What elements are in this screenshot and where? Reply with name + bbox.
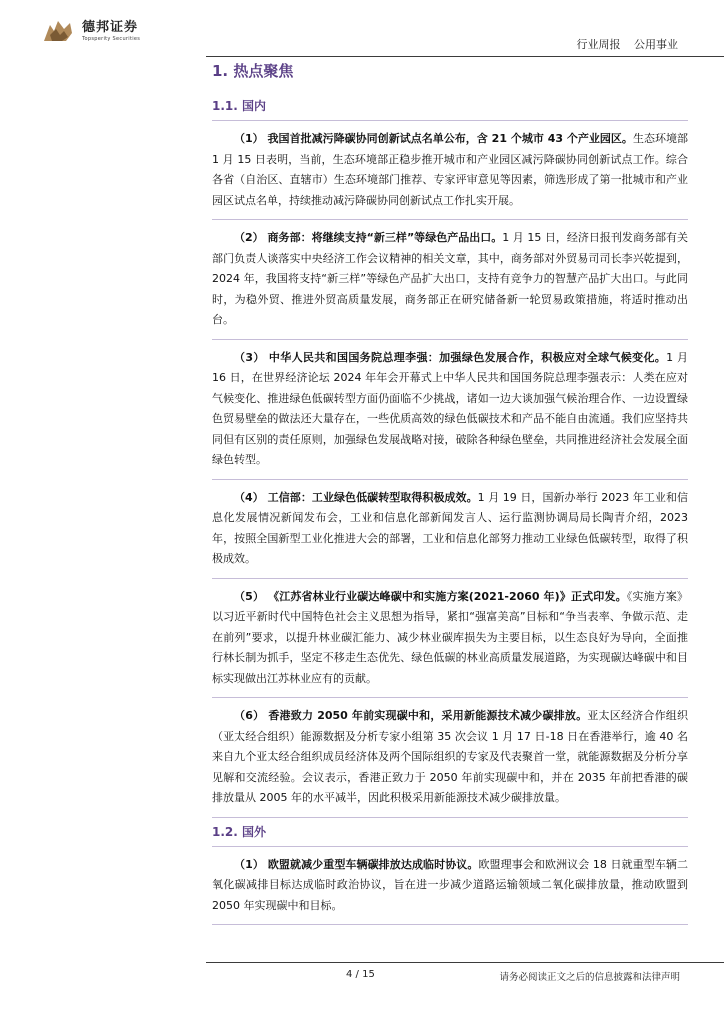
brand-logo-icon — [40, 17, 76, 45]
brand-name-en: Topsperity Securities — [82, 36, 141, 42]
news-item — [212, 847, 688, 926]
news-body: 《实施方案》以习近平新时代中国特色社会主义思想为指导，紧扣“强富美高”目标和“争当表率、争做示范、走在前列”要求，以提升林业碳汇能力、减少林业碳库损失为主要目标，以生态良好为导向，全面推行林长制为抓手，坚定不移走生态优先、绿色低碳的林业高质量发展道路，为实现碳达峰碳中和目标实现做出江苏林业应有的贡献。 — [212, 589, 688, 685]
news-body: 亚太区经济合作组织（亚太经合组织）能源数据及分析专家小组第 35 次会议 1 月 17 日-18 日在香港举行，逾 40 名来自九个亚太经合组织成员经济体及两个国际组织的专家及代表聚首一堂，就能源数据及分析分享见解和交流经验。会议表示，香港正致力于 2050 年前实现碳中和，并在 2035 年前把香港的碳排放量从 2005 年的水平减半，因此积极采用新能源技术减少碳排放量。 — [212, 709, 689, 804]
header-divider — [206, 56, 724, 57]
news-body: 1 月 15 日，经济日报刊发商务部有关部门负责人谈落实中央经济工作会议精神的相关文章，其中，商务部对外贸易司司长李兴乾提到，2024 年，我国将支持“新三样”等绿色产品扩大出口，支持有竞争力的智慧产品扩大出口。与此同时，为稳外贸、推进外贸高质量发展，商务部正在研究储备新一轮贸易政策措施，将适时推动出台。 — [212, 231, 688, 326]
subsection-title: 1.2. 国外 — [212, 824, 266, 839]
news-paragraph — [212, 488, 688, 570]
section-title: 1. 热点聚焦 — [212, 62, 294, 80]
page-header — [0, 0, 724, 62]
report-type: 行业周报 — [576, 38, 621, 51]
report-category — [567, 36, 679, 52]
disclaimer-text: 请务必阅读正文之后的信息披露和法律声明 — [499, 972, 680, 983]
news-body: 欧盟理事会和欧洲议会 18 日就重型车辆二氧化碳减排目标达成临时政治协议，旨在进一步减少道路运输领域二氧化碳排放量，推动欧盟到 2050 年实现碳中和目标。 — [212, 857, 689, 912]
domestic-news-list — [212, 121, 688, 818]
footer-divider — [206, 962, 724, 963]
main-content — [212, 60, 688, 925]
news-item — [212, 220, 688, 340]
news-body: 1 月 19 日，国新办举行 2023 年工业和信息化发展情况新闻发布会，工业和信息化部新闻发言人、运行监测协调局局长陶青介绍，2023 年，按照全国新型工业化推进大会的部署，工业和信息化部努力推动工业绿色低碳转型，取得了积极成效。 — [212, 490, 688, 565]
news-paragraph — [212, 348, 688, 471]
brand-name-cn: 德邦证券 — [82, 20, 139, 35]
brand-name — [82, 20, 140, 43]
news-lead: （4） 工信部：工业绿色低碳转型取得积极成效。 — [234, 490, 478, 504]
news-item — [212, 480, 688, 579]
news-paragraph — [212, 129, 688, 211]
news-lead: （6） 香港致力 2050 年前实现碳中和，采用新能源技术减少碳排放。 — [234, 709, 588, 722]
news-body: 1 月 16 日，在世界经济论坛 2024 年年会开幕式上中华人民共和国国务院总理李强表示：人类在应对气候变化、推进绿色低碳转型方面仍面临不少挑战，诸如一边大谈加强气候治理合作、一边设置绿色贸易壁垒的做法还大量存在，一些优质高效的绿色低碳技术和产品不能自由流通。我们应坚持共同但有区别的责任原则，加强绿色发展战略对接，破除各种绿色壁垒，共同推进经济社会发展全面绿色转型。 — [212, 350, 689, 466]
subsection-domestic-header — [212, 92, 688, 121]
industry-name: 公用事业 — [634, 38, 678, 51]
news-paragraph — [212, 706, 688, 809]
news-item — [212, 698, 688, 818]
page-number: 4 / 15 — [346, 969, 375, 980]
news-lead: （2） 商务部：将继续支持“新三样”等绿色产品出口。 — [234, 231, 503, 244]
news-item — [212, 121, 688, 220]
news-body: 生态环境部 1 月 15 日表明，当前，生态环境部正稳步推开城市和产业园区减污降碳协同创新试点工作。综合各省（自治区、直辖市）生态环境部门推荐、专家评审意见等因素，筛选形成了第一批城市和产业园区试点名单，持续推动减污降碳协同创新试点工作扎实开展。 — [212, 132, 688, 207]
news-item — [212, 579, 688, 699]
news-paragraph — [212, 228, 688, 331]
news-item — [212, 340, 688, 480]
news-lead: （3） 中华人民共和国国务院总理李强：加强绿色发展合作，积极应对全球气候变化。 — [234, 350, 667, 364]
foreign-news-list — [212, 847, 688, 926]
news-paragraph — [212, 587, 688, 690]
subsection-title: 1.1. 国内 — [212, 99, 266, 113]
news-lead: （5） 《江苏省林业行业碳达峰碳中和实施方案(2021-2060 年)》正式印发。 — [234, 589, 627, 603]
news-lead: （1） 我国首批减污降碳协同创新试点名单公布，含 21 个城市 43 个产业园区。 — [234, 132, 633, 145]
news-lead: （1） 欧盟就减少重型车辆碳排放达成临时协议。 — [234, 857, 479, 871]
news-paragraph — [212, 855, 688, 917]
subsection-foreign-header — [212, 818, 688, 847]
